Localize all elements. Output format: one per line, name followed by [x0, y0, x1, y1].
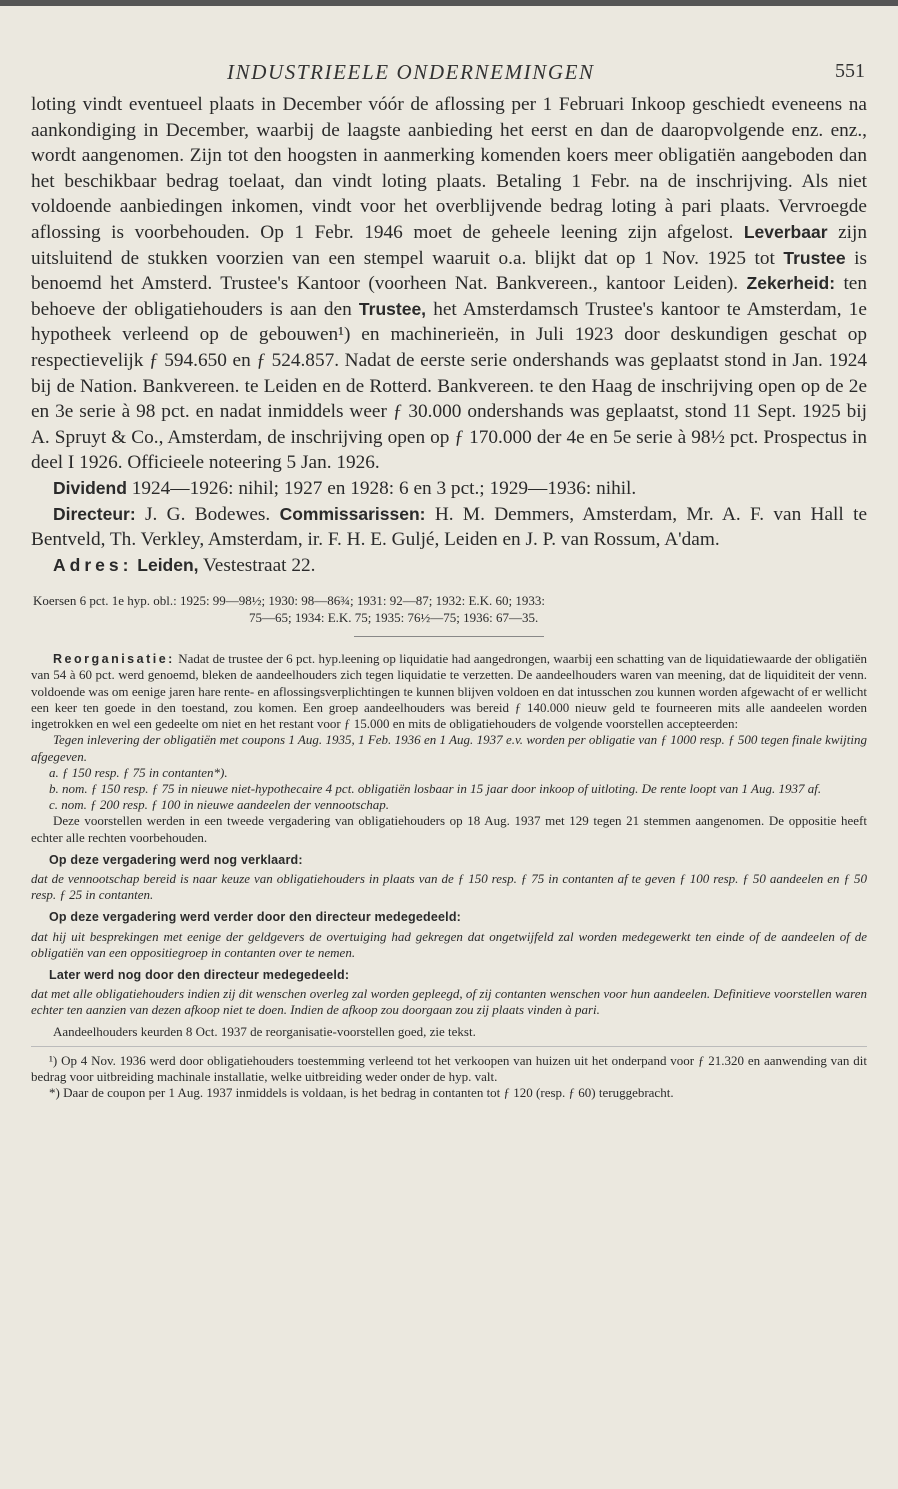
paragraph-management [31, 502, 867, 553]
running-title: INDUSTRIEELE ONDERNEMINGEN [227, 60, 595, 84]
loan-terms-text: loting vindt eventueel plaats in December vóór de aflossing per 1 Februari Inkoop geschiedt eveneens na aankondiging in December, waarbij de laagste aanbieding het eerst en dan de daaropvolgende enz. enz., wordt aangenomen. Zijn tot den hoogsten in aanmerking komenden koers meer obligatiën aangeboden dan het beschikbaar bedrag toelaat, dan vindt loting plaats. Betaling 1 Febr. na de inschrijving. Als niet voldoende aanbiedingen inkomen, vindt voor het overblijvende bedrag loting à pari plaats. Vervroegde aflossing is voorbehouden. Op 1 Febr. 1946 moet de geheele leening zijn afgelost. [31, 94, 867, 243]
subhead-director-later: Later werd nog door den directeur medegedeeld: [49, 967, 350, 982]
directeur-text: J. G. Bodewes. [145, 503, 271, 525]
declared-text: dat de vennootschap bereid is naar keuze van obligatiehouders in plaats van de ƒ 150 resp. ƒ 75 in contanten af te geven ƒ 100 resp. ƒ 50 aandeelen en ƒ 50 resp. ƒ 25 in contanten. [31, 870, 867, 903]
adres-text: Vestestraat 22. [203, 554, 316, 576]
footnotes [31, 1046, 867, 1102]
paragraph-dividend [31, 476, 867, 502]
proposal-item-b: b. nom. ƒ 150 resp. ƒ 75 in nieuwe niet-hypothecaire 4 pct. obligatiën losbaar in 15 jaar door inkoop of uitloting. De rente loopt van 1 Aug. 1937 af. [49, 780, 822, 796]
footnote-2: *) Daar de coupon per 1 Aug. 1937 inmiddels is voldaan, is het bedrag in contanten tot ƒ 120 (resp. ƒ 60) teruggebracht. [49, 1085, 674, 1101]
adres-label: Adres: [53, 554, 133, 575]
reorg-proposal: Tegen inlevering der obligatiën met coupons 1 Aug. 1935, 1 Feb. 1936 en 1 Aug. 1937 e.v. worden per obligatie van ƒ 1000 resp. ƒ 500 tegen finale kwijting afgegeven. [31, 732, 867, 764]
reorg-vote: Deze voorstellen werden in een tweede vergadering van obligatiehouders op 18 Aug. 1937 met 129 tegen 21 stemmen aangenomen. De oppositie heeft echter alle rechten voorbehouden. [31, 813, 867, 845]
section-divider [354, 636, 544, 637]
reorg-intro-text: Nadat de trustee der 6 pct. hyp.leening op liquidatie had aangedrongen, waarbij een schatting van de liquidatiewaarde der obligatiën van 54 à 60 pct. werd genoemd, bleken de aandeelhouders zich tegen liquidatie te verzetten. De aandeelhouders waren van meening, dat de liquiditeit der venn. voldoende was om eenige jaren hare rente- en aflossingsverplichtingen te kunnen blijven voldoen en dat intusschen zou kunnen worden afgewacht of er wellicht een keer ten goede in den toestand, zou komen. Een groep aandeelhouders was bereid ƒ 140.000 nieuw geld te fourneeren mits alle aandeelen worden ingetrokken en wel een gedeelte om niet en het restant voor ƒ 15.000 en mits de obligatiehouders de volgende voorstellen accepteerden: [31, 651, 867, 732]
directeur-label: Directeur: [53, 503, 136, 524]
paragraph-address [31, 553, 867, 579]
reorganisatie-label: Reorganisatie: [53, 652, 175, 667]
subhead-declared: Op deze vergadering werd nog verklaard: [49, 852, 303, 867]
zekerheid-text: ten behoeve der obligatiehouders is aan den [31, 273, 867, 320]
scan-top-edge [0, 0, 898, 6]
paragraph-loan-terms [31, 92, 867, 476]
reorg-final: Aandeelhouders keurden 8 Oct. 1937 de reorganisatie-voorstellen goed, zie tekst. [53, 1023, 476, 1039]
document-page [31, 56, 867, 1101]
price-quotations [31, 592, 867, 626]
adres-city: Leiden, [137, 554, 199, 575]
subhead-director-further: Op deze vergadering werd verder door den directeur medegedeeld: [49, 910, 462, 925]
leverbaar-text: zijn uitsluitend de stukken voorzien van een stempel waaruit o.a. blijkt dat op 1 Nov. 1925 tot [31, 221, 867, 269]
proposal-item-a: a. ƒ 150 resp. ƒ 75 in contanten*). [49, 764, 228, 780]
director-further-text: dat hij uit besprekingen met eenige der geldgevers de overtuiging had gekregen dat ongetwijfeld zal worden medegewerkt ten einde of de aandeelen of de obligatiën van een oppositiegroep in contanten over te nemen. [31, 928, 867, 960]
dividend-text: 1924—1926: nihil; 1927 en 1928: 6 en 3 pct.; 1929—1936: nihil. [131, 477, 637, 499]
zekerheid-label: Zekerheid: [746, 273, 836, 294]
footnote-1: ¹) Op 4 Nov. 1936 werd door obligatiehouders toestemming verleend tot het verkoopen van huizen uit het onderpand voor ƒ 21.320 en aanwending van dit bedrag voor uitbreiding machinale installatie, welke uitbreiding weder onder de hyp. valt. [31, 1052, 867, 1084]
security-text: het Amsterdamsch Trustee's kantoor te Amsterdam, 1e hypotheek verleend op de gebouwen¹) en machinerieën, in Juli 1923 door deskundigen geschat op respectievelijk ƒ 594.650 en ƒ 524.857. Nadat de eerste serie ondershands was geplaatst stond in Jan. 1924 bij de Nation. Bankvereen. te Leiden en de Rotterd. Bankvereen. te den Haag de inschrijving open op de 2e en 3e serie à 98 pct. en nadat inmiddels weer ƒ 30.000 ondershands was geplaatst, stond 11 Sept. 1925 bij A. Spruyt & Co., Amsterdam, de inschrijving open op ƒ 170.000 der 4e en 5e serie à 98½ pct. Prospectus in deel I 1926. Officieele noteering 5 Jan. 1926. [31, 298, 867, 474]
leverbaar-label: Leverbaar [743, 221, 828, 242]
dividend-label: Dividend [53, 477, 127, 498]
page-header [31, 56, 867, 92]
trustee-label-2: Trustee, [358, 298, 427, 319]
koersen-line-1: Koersen 6 pct. 1e hyp. obl.: 1925: 99—98½; 1930: 98—86¾; 1931: 92—87; 1932: E.K. 60; 1933: [33, 593, 546, 609]
proposal-item-c: c. nom. ƒ 200 resp. ƒ 100 in nieuwe aandeelen der vennootschap. [49, 797, 389, 813]
reorg-intro [31, 651, 867, 732]
trustee-label: Trustee [783, 247, 846, 268]
koersen-line-2: 75—65; 1934: E.K. 75; 1935: 76½—75; 1936: 67—35. [249, 610, 539, 626]
reorganisation-section [31, 651, 867, 1039]
commissarissen-label: Commissarissen: [279, 503, 426, 524]
page-number: 551 [835, 60, 865, 82]
commissarissen-text: H. M. Demmers, Amsterdam, Mr. A. F. van Hall te Bentveld, Th. Verkley, Amsterdam, ir. F. H. E. Guljé, Leiden en J. P. van Rossum, A'dam. [31, 503, 868, 551]
director-later-text: dat met alle obligatiehouders indien zij dit wenschen overleg zal worden gepleegd, of zij contanten wenschen voor hun aandeelen. Definitieve voorstellen waren echter ten aanzien van dezen afkoop niet te doen. Indien de afkoop zou doorgaan zou zij plaats vinden à pari. [31, 986, 867, 1018]
main-text [31, 92, 867, 578]
trustee-text: is benoemd het Amsterd. Trustee's Kantoor (voorheen Nat. Bankvereen., kantoor Leiden). [31, 247, 867, 295]
